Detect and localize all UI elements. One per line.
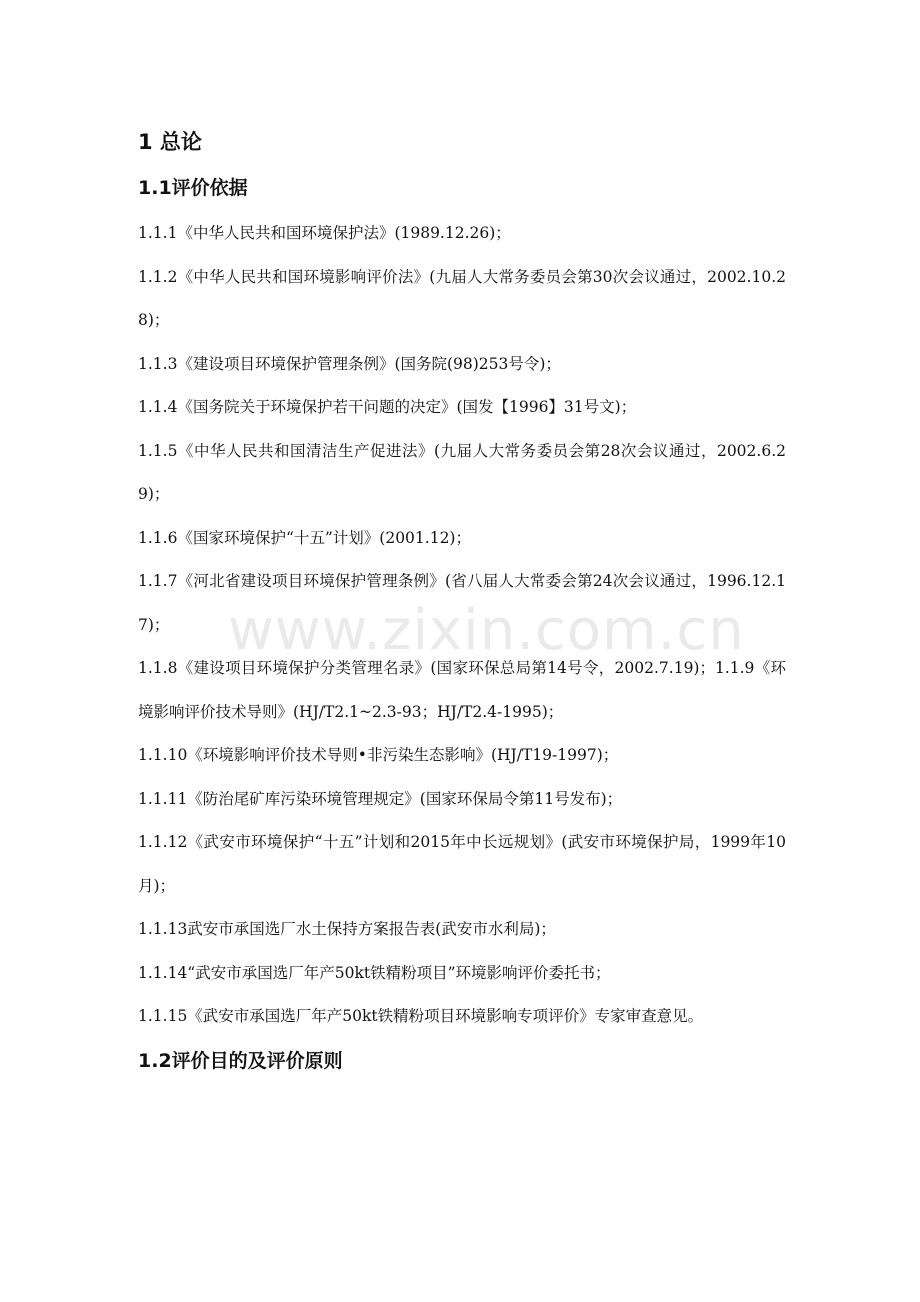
list-item-1-1-11: 1.1.11《防治尾矿库污染环境管理规定》(国家环保局令第11号发布)； bbox=[138, 789, 623, 808]
section-heading-1-2: 1.2评价目的及评价原则 bbox=[138, 1049, 343, 1072]
list-item-1-1-4: 1.1.4《国务院关于环境保护若干问题的决定》(国发【1996】31号文)； bbox=[138, 398, 637, 416]
section-heading-1-1: 1.1评价依据 bbox=[138, 177, 248, 199]
list-item-1-1-7: 1.1.7《河北省建设项目环境保护管理条例》(省八届人大常委会第24次会议通过，1996.12.17)； bbox=[138, 572, 786, 634]
list-item-1-1-2: 1.1.2《中华人民共和国环境影响评价法》(九届人大常务委员会第30次会议通过，2002.10.28)； bbox=[138, 267, 786, 329]
list-item-1-1-3: 1.1.3《建设项目环境保护管理条例》(国务院(98)253号令)； bbox=[138, 354, 561, 373]
document-body bbox=[138, 122, 786, 1085]
watermark-text: www.zixin.com.cn bbox=[228, 598, 745, 663]
list-item-1-1-1: 1.1.1《中华人民共和国环境保护法》(1989.12.26)； bbox=[138, 224, 511, 242]
list-item-1-1-6: 1.1.6《国家环境保护“十五”计划》(2001.12)； bbox=[138, 528, 471, 547]
list-item-1-1-8: 1.1.8《建设项目环境保护分类管理名录》(国家环保总局第14号令，2002.7.19)；1.1.9《环境影响评价技术导则》(HJ/T2.1~2.3-93；HJ/T2.4-1995)； bbox=[138, 659, 786, 721]
list-item-1-1-5: 1.1.5《中华人民共和国清洁生产促进法》(九届人大常务委员会第28次会议通过，2002.6.29)； bbox=[138, 441, 786, 503]
list-item-1-1-15: 1.1.15《武安市承国选厂年产50kt铁精粉项目环境影响专项评价》专家审查意见。 bbox=[138, 1007, 704, 1025]
chapter-heading: 1 总论 bbox=[138, 130, 202, 154]
list-item-1-1-12: 1.1.12《武安市环境保护“十五”计划和2015年中长远规划》(武安市环境保护局，1999年10月)； bbox=[138, 833, 786, 895]
list-item-1-1-13: 1.1.13武安市承国选厂水土保持方案报告表(武安市水利局)； bbox=[138, 920, 556, 938]
list-item-1-1-14: 1.1.14“武安市承国选厂年产50kt铁精粉项目”环境影响评价委托书； bbox=[138, 963, 611, 982]
list-item-1-1-10: 1.1.10《环境影响评价技术导则•非污染生态影响》(HJ/T19-1997)； bbox=[138, 746, 619, 764]
